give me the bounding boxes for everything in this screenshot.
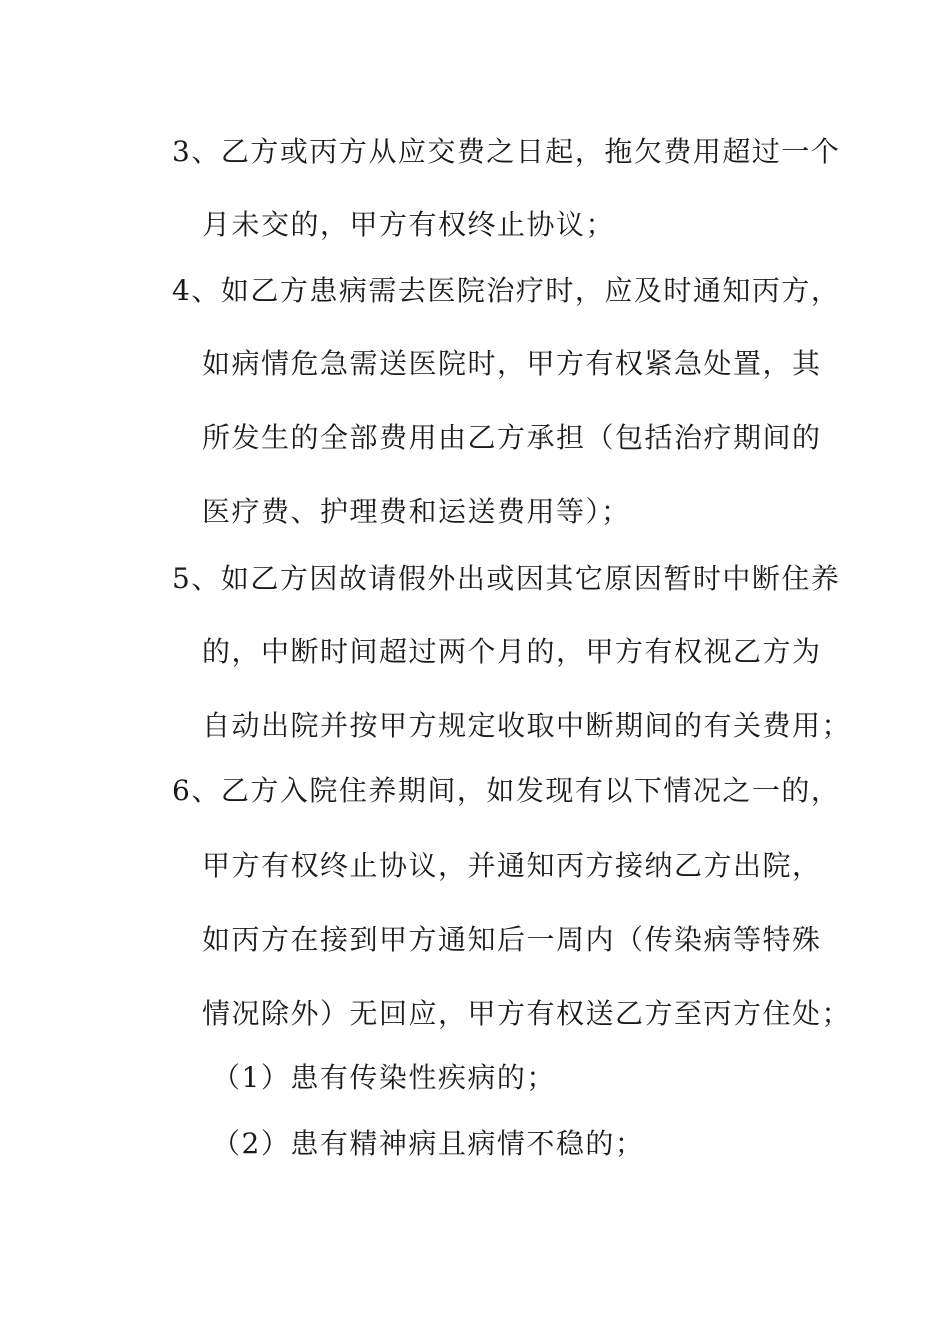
clause-4-line-4: 医疗费、护理费和运送费用等）； — [202, 495, 631, 528]
clause-5-line-2: 的，中断时间超过两个月的，甲方有权视乙方为 — [202, 635, 822, 668]
clause-6-line-1: 6、乙方入院住养期间，如发现有以下情况之一的， — [172, 774, 841, 807]
clause-4-line-2: 如病情危急需送医院时，甲方有权紧急处置，其 — [202, 347, 822, 380]
clause-4-line-3: 所发生的全部费用由乙方承担（包括治疗期间的 — [202, 421, 822, 454]
clause-5-line-3: 自动出院并按甲方规定收取中断期间的有关费用； — [202, 709, 852, 742]
sub-item-1: （1）患有传染性疾病的； — [212, 1061, 556, 1094]
clause-3-line-2: 月未交的，甲方有权终止协议； — [202, 208, 616, 241]
clause-5-line-1: 5、如乙方因故请假外出或因其它原因暂时中断住养 — [172, 562, 841, 595]
sub-item-2: （2）患有精神病且病情不稳的； — [212, 1127, 645, 1160]
clause-6-line-4: 情况除外）无回应，甲方有权送乙方至丙方住处； — [202, 997, 852, 1030]
clause-3-line-1: 3、乙方或丙方从应交费之日起，拖欠费用超过一个 — [172, 135, 841, 168]
clause-4-line-1: 4、如乙方患病需去医院治疗时，应及时通知丙方， — [172, 274, 841, 307]
clause-6-line-2: 甲方有权终止协议，并通知丙方接纳乙方出院， — [202, 849, 822, 882]
clause-6-line-3: 如丙方在接到甲方通知后一周内（传染病等特殊 — [202, 923, 822, 956]
